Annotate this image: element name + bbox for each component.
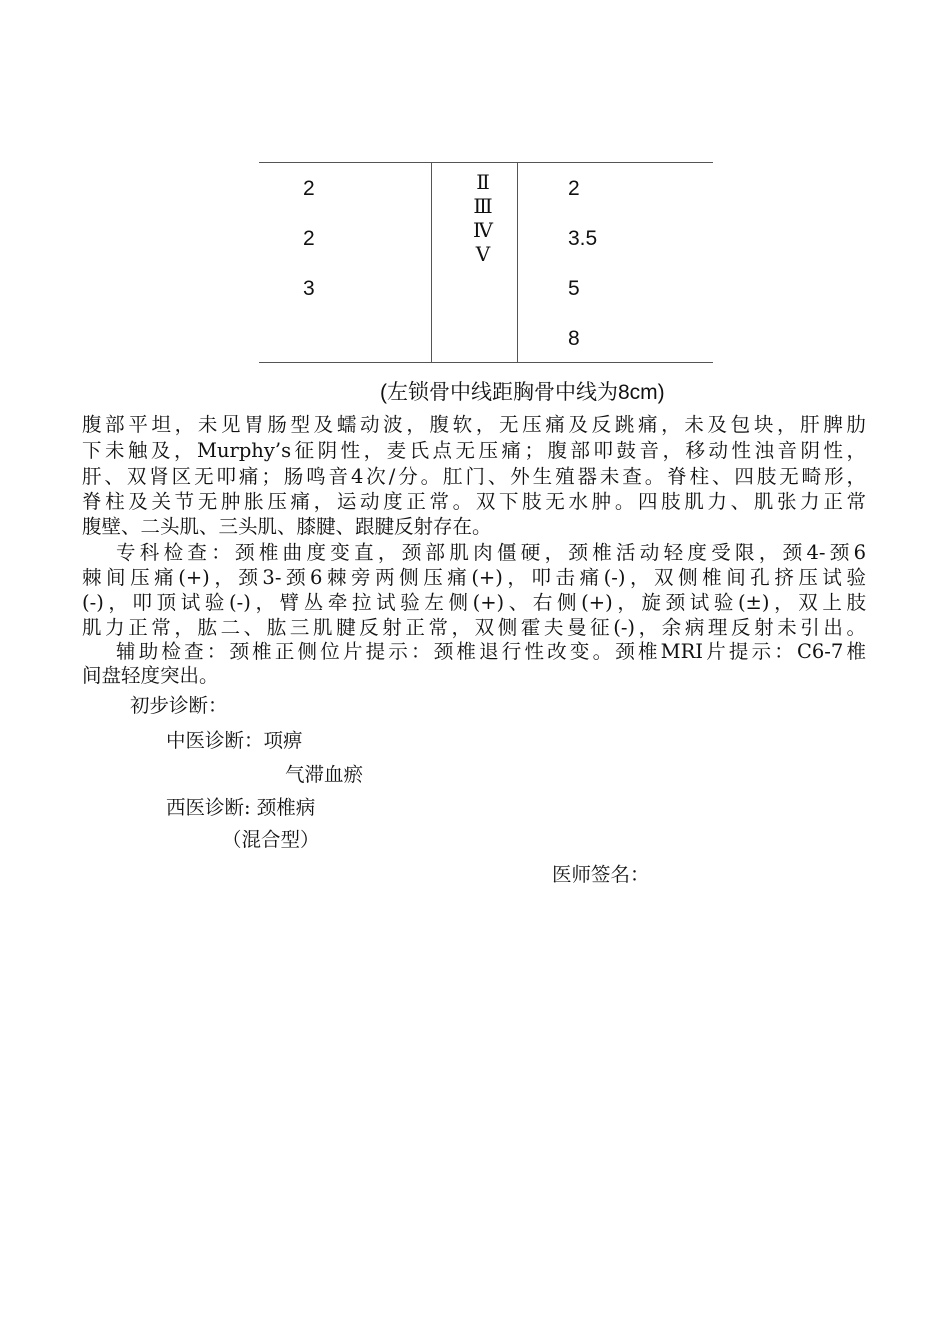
western-diagnosis-type: （混合型）	[222, 828, 320, 851]
paragraph-line: 间盘轻度突出。	[82, 664, 219, 687]
tcm-diagnosis: 中医诊断：项痹	[166, 729, 303, 752]
table-cell: Ⅲ	[473, 194, 493, 218]
table-cell: Ⅳ	[473, 218, 493, 242]
paragraph-line: 下未触及，Murphy’s征阴性，麦氏点无压痛；腹部叩鼓音，移动性浊音阴性，	[82, 439, 866, 462]
western-diagnosis: 西医诊断: 颈椎病	[166, 796, 316, 819]
table-cell: Ⅱ	[476, 170, 490, 194]
paragraph-line: 腹部平坦，未见胃肠型及蠕动波，腹软，无压痛及反跳痛，未及包块，肝脾肋	[82, 413, 866, 436]
roman-numeral-column	[466, 170, 500, 266]
paragraph-line: 辅助检查：颈椎正侧位片提示：颈椎退行性改变。颈椎MRI片提示：C6-7椎	[116, 640, 866, 663]
paragraph-line: 肌力正常，肱二、肱三肌腱反射正常，双侧霍夫曼征(-)，余病理反射未引出。	[82, 616, 866, 639]
table-cell: 2	[303, 177, 315, 200]
diagnosis-heading: 初步诊断：	[130, 694, 228, 717]
table-cell: 3	[303, 277, 315, 300]
paragraph-line: 脊柱及关节无肿胀压痛，运动度正常。双下肢无水肿。四肢肌力、肌张力正常	[82, 490, 866, 513]
table-cell: Ⅴ	[475, 242, 491, 266]
table-top-border	[259, 162, 713, 163]
table-cell: 8	[568, 327, 580, 350]
paragraph-line: 棘间压痛(+)，颈3-颈6棘旁两侧压痛(+)，叩击痛(-)，双侧椎间孔挤压试验	[82, 566, 866, 589]
table-divider-2	[517, 162, 518, 363]
table-cell: 3.5	[568, 227, 598, 250]
paragraph-line: 肝、双肾区无叩痛；肠鸣音4次/分。肛门、外生殖器未查。脊柱、四肢无畸形，	[82, 465, 866, 488]
table-cell: 2	[568, 177, 580, 200]
table-divider-1	[431, 162, 432, 363]
tcm-syndrome: 气滞血瘀	[285, 763, 364, 786]
table-cell: 5	[568, 277, 580, 300]
paragraph-line: 腹壁、二头肌、三头肌、膝腱、跟腱反射存在。	[82, 515, 492, 538]
exam-table	[259, 162, 713, 363]
table-cell: 2	[303, 227, 315, 250]
physician-signature-label: 医师签名：	[552, 863, 650, 886]
table-caption: (左锁骨中线距胸骨中线为8cm)	[380, 381, 665, 404]
paragraph-line: 专科检查：颈椎曲度变直，颈部肌肉僵硬，颈椎活动轻度受限，颈4-颈6	[116, 541, 866, 564]
paragraph-line: (-)，叩顶试验(-)，臂丛牵拉试验左侧(+)、右侧(+)，旋颈试验(±)，双上肢	[82, 591, 866, 614]
table-bottom-border	[259, 362, 713, 363]
